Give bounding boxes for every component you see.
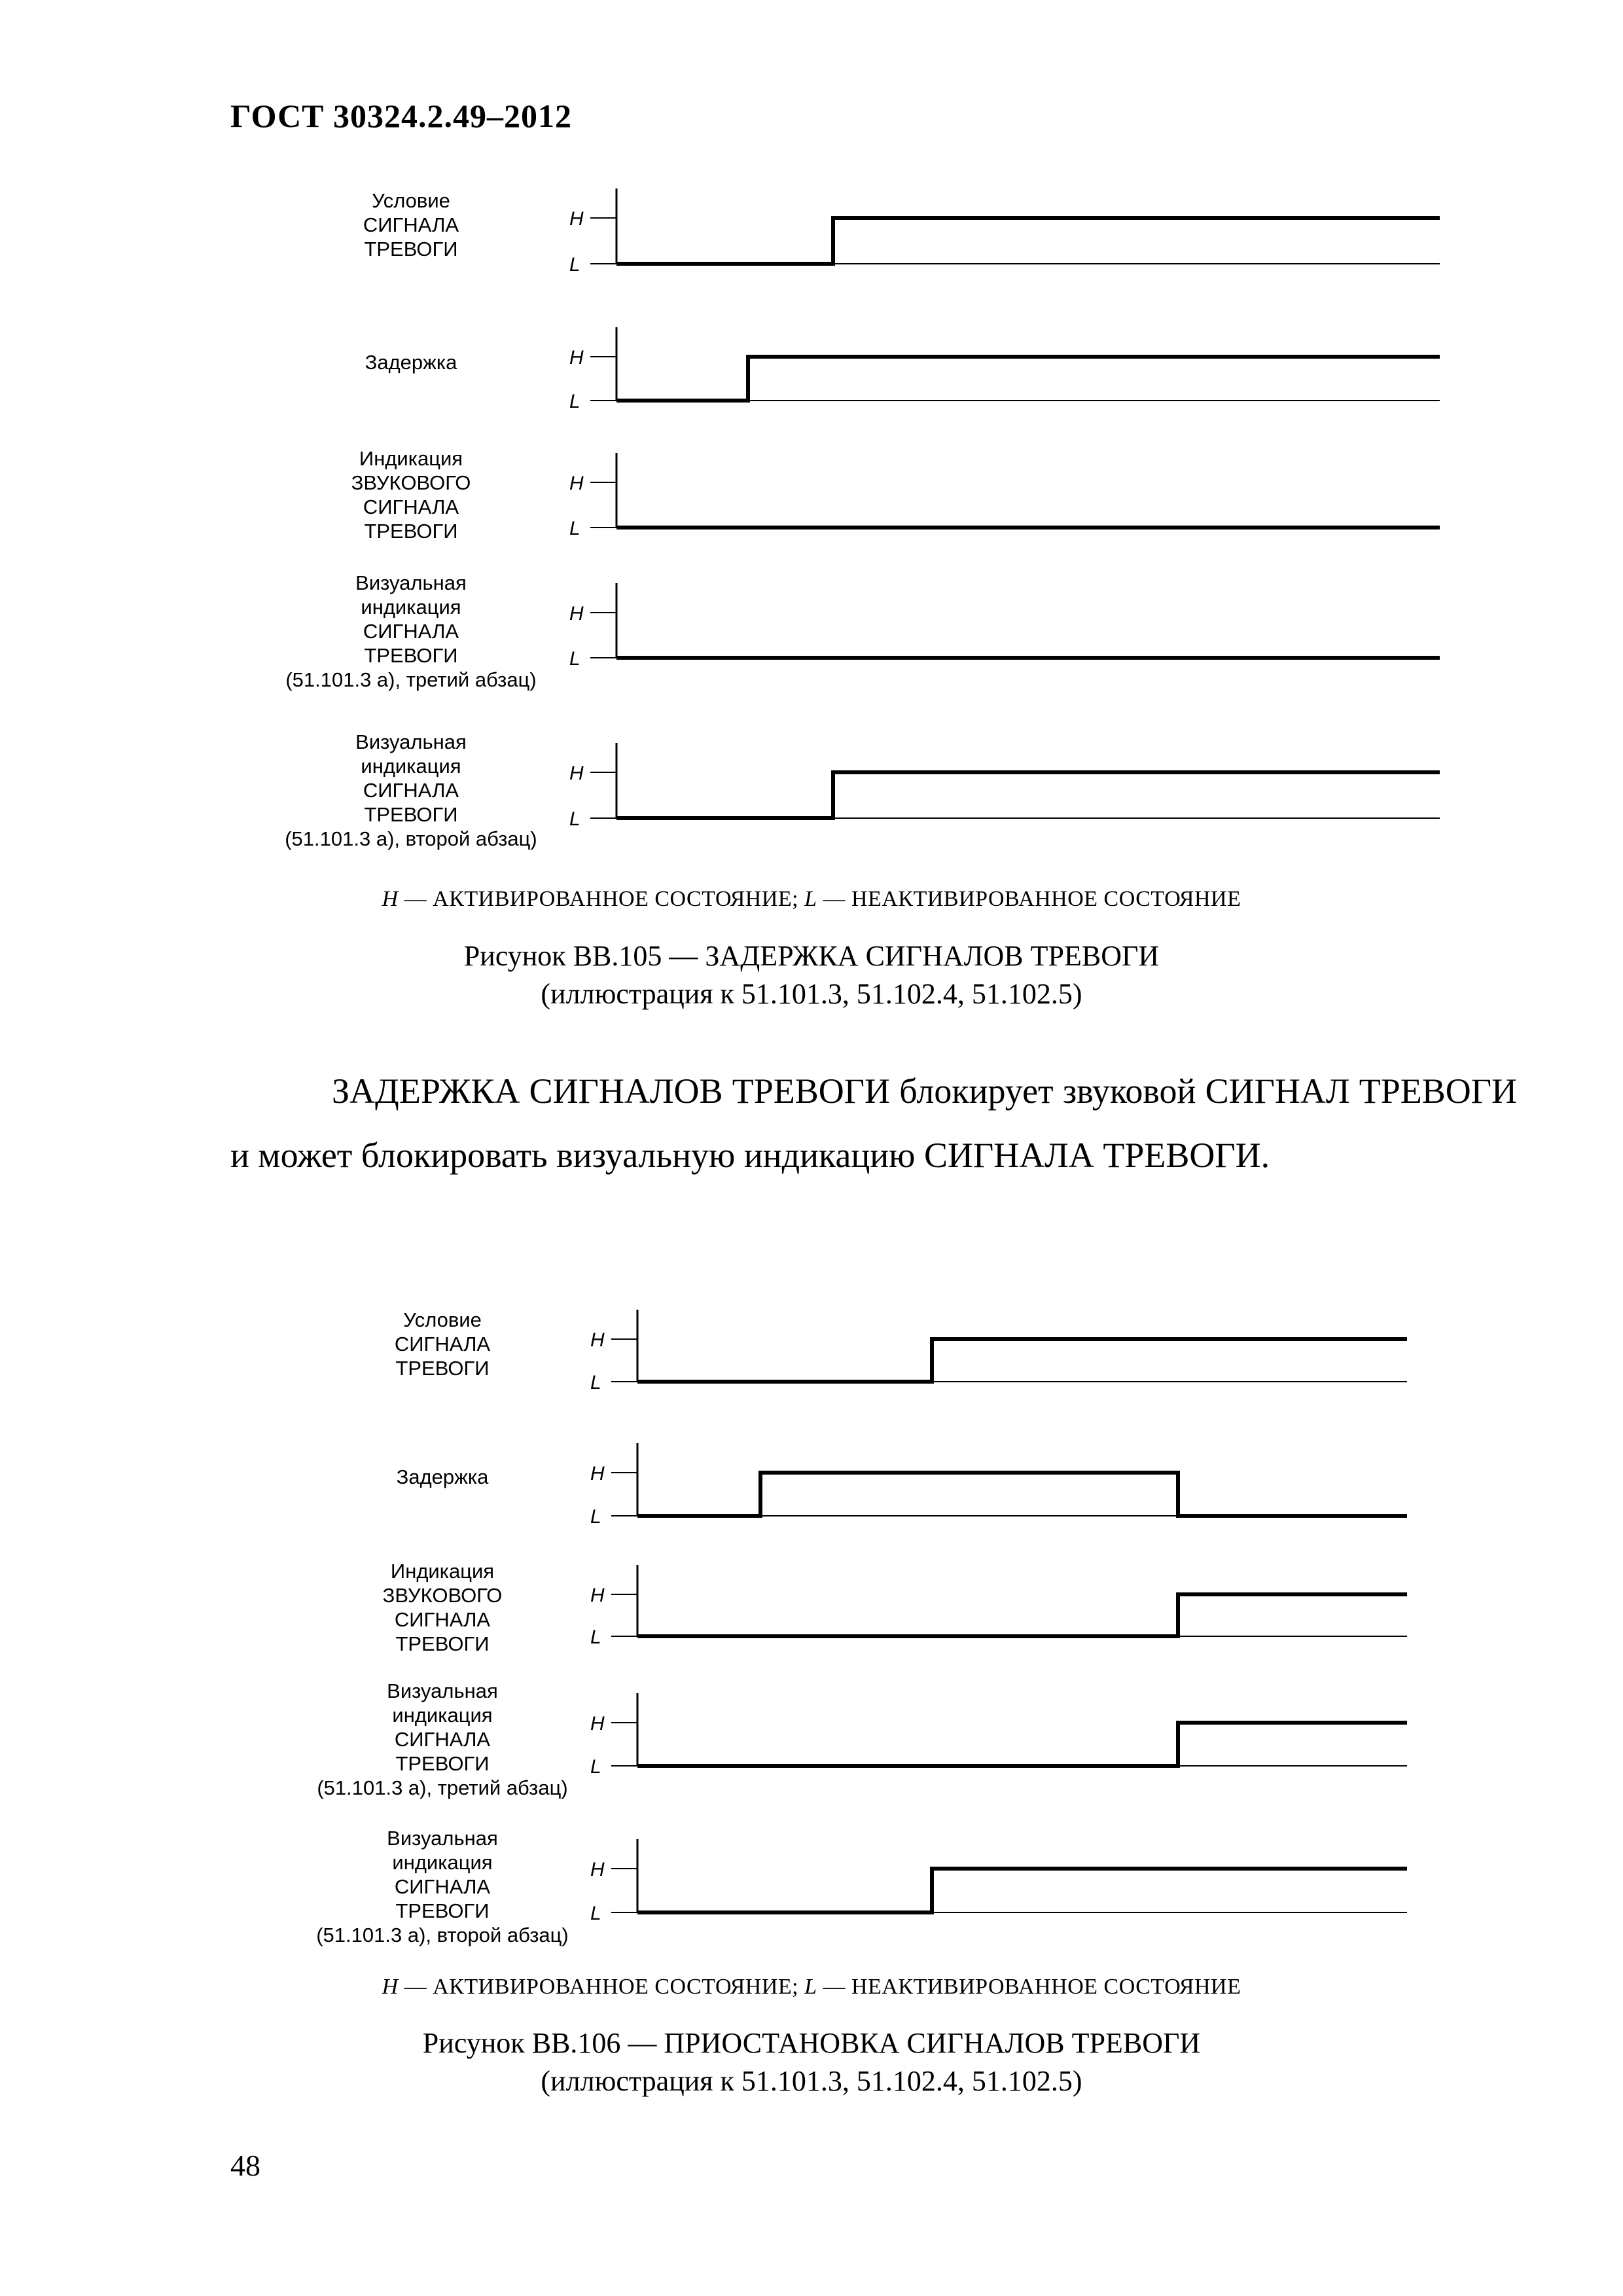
signal-waveform (616, 218, 1440, 264)
low-level-label: L (590, 1903, 601, 1924)
signal-waveform (637, 1869, 1407, 1912)
caption-figure-1 (0, 937, 1623, 1013)
signal-label-line: ЗВУКОВОГО (382, 1584, 503, 1607)
high-level-label: H (569, 347, 584, 368)
signal-label-line: Визуальная (387, 1679, 498, 1702)
signal-label-line: (51.101.3 a), третий абзац) (317, 1776, 568, 1799)
signal-label-line: (51.101.3 a), второй абзац) (285, 827, 537, 850)
signal-label-line: Условие (372, 189, 450, 212)
high-level-label: H (590, 1329, 605, 1351)
legend-figure-2 (0, 1975, 1623, 2000)
legend-h-symbol: H (382, 1975, 399, 1999)
signal-waveform (637, 1473, 1407, 1516)
signal-label-line: индикация (392, 1704, 493, 1727)
signal-row (285, 571, 1440, 691)
signal-row (351, 447, 1440, 543)
signal-label-line: ТРЕВОГИ (364, 644, 458, 667)
signal-waveform (637, 1594, 1407, 1636)
signal-row (383, 1560, 1407, 1655)
signal-label-line: СИГНАЛА (363, 779, 459, 802)
signal-label-line: (51.101.3 a), третий абзац) (285, 668, 537, 691)
signal-label-line: Условие (403, 1308, 482, 1331)
caption-reference: (иллюстрация к 51.101.3, 51.102.4, 51.102.5) (541, 2065, 1082, 2097)
legend-l-text: — НЕАКТИВИРОВАННОЕ СОСТОЯНИЕ (817, 887, 1241, 911)
legend-l-symbol: L (804, 887, 817, 911)
signal-label-line: СИГНАЛА (363, 620, 459, 643)
legend-l-symbol: L (804, 1975, 817, 1999)
legend-figure-1 (0, 887, 1623, 912)
high-level-label: H (569, 208, 584, 230)
signal-row (395, 1308, 1407, 1393)
caption-title: Рисунок ВВ.105 — ЗАДЕРЖКА СИГНАЛОВ ТРЕВОГИ (463, 940, 1160, 972)
legend-l-text: — НЕАКТИВИРОВАННОЕ СОСТОЯНИЕ (817, 1975, 1241, 1999)
signal-row (363, 188, 1440, 276)
high-level-label: H (569, 603, 584, 624)
high-level-label: H (590, 1463, 605, 1484)
low-level-label: L (590, 1626, 601, 1648)
high-level-label: H (590, 1859, 605, 1880)
signal-label-line: СИГНАЛА (363, 495, 459, 518)
low-level-label: L (590, 1756, 601, 1778)
signal-label-line: индикация (361, 755, 461, 778)
signal-label-line: СИГНАЛА (394, 1333, 491, 1355)
high-level-label: H (590, 1713, 605, 1734)
signal-label-line: (51.101.3 a), второй абзац) (316, 1924, 569, 1946)
signal-label-line: ТРЕВОГИ (395, 1752, 490, 1775)
high-level-label: H (569, 473, 584, 494)
signal-waveform (637, 1339, 1407, 1382)
timing-diagram-figure-2 (0, 1283, 1623, 1964)
signal-waveform (616, 772, 1440, 818)
signal-label-line: ТРЕВОГИ (395, 1899, 490, 1922)
page-number: 48 (230, 2149, 260, 2182)
signal-label-line: Визуальная (355, 571, 467, 594)
signal-row (365, 327, 1440, 412)
body-paragraph: ЗАДЕРЖКА СИГНАЛОВ ТРЕВОГИ блокирует звуковой СИГНАЛ ТРЕВОГИ и может блокировать визуальную индикацию СИГНАЛА ТРЕВОГИ. (230, 1071, 1517, 1175)
low-level-label: L (569, 518, 580, 539)
signal-label-line: СИГНАЛА (394, 1608, 491, 1631)
caption-reference: (иллюстрация к 51.101.3, 51.102.4, 51.102.5) (541, 978, 1082, 1010)
high-level-label: H (569, 762, 584, 784)
low-level-label: L (569, 254, 580, 276)
signal-waveform (637, 1723, 1407, 1766)
signal-label-line: ТРЕВОГИ (364, 238, 458, 260)
low-level-label: L (590, 1506, 601, 1528)
signal-label-line: СИГНАЛА (394, 1728, 491, 1751)
legend-h-text: — АКТИВИРОВАННОЕ СОСТОЯНИЕ; (398, 1975, 805, 1999)
signal-label-line: Задержка (365, 351, 457, 374)
signal-label-line: Индикация (390, 1560, 495, 1583)
low-level-label: L (590, 1372, 601, 1393)
timing-diagram-figure-1 (0, 177, 1623, 870)
signal-label-line: Индикация (359, 447, 463, 470)
signal-row (317, 1679, 1407, 1799)
signal-label-line: Визуальная (355, 730, 467, 753)
signal-label-line: ТРЕВОГИ (395, 1632, 490, 1655)
signal-label-line: СИГНАЛА (394, 1875, 491, 1898)
caption-figure-2 (0, 2024, 1623, 2100)
signal-waveform (616, 357, 1440, 401)
signal-label-line: ТРЕВОГИ (364, 520, 458, 543)
low-level-label: L (569, 648, 580, 670)
low-level-label: L (569, 808, 580, 830)
legend-h-symbol: H (382, 887, 399, 911)
signal-row (397, 1443, 1407, 1528)
signal-label-line: индикация (361, 596, 461, 619)
signal-row (285, 730, 1440, 850)
signal-row (316, 1827, 1407, 1946)
signal-label-line: ЗВУКОВОГО (351, 471, 471, 494)
high-level-label: H (590, 1585, 605, 1606)
signal-label-line: ТРЕВОГИ (364, 803, 458, 826)
document-title: ГОСТ 30324.2.49–2012 (230, 98, 573, 134)
signal-label-line: Визуальная (387, 1827, 498, 1850)
signal-label-line: Задержка (396, 1465, 489, 1488)
signal-label-line: индикация (392, 1851, 493, 1874)
signal-label-line: СИГНАЛА (363, 213, 459, 236)
low-level-label: L (569, 391, 580, 412)
signal-label-line: ТРЕВОГИ (395, 1357, 490, 1380)
legend-h-text: — АКТИВИРОВАННОЕ СОСТОЯНИЕ; (398, 887, 805, 911)
caption-title: Рисунок ВВ.106 — ПРИОСТАНОВКА СИГНАЛОВ ТРЕВОГИ (422, 2027, 1201, 2059)
